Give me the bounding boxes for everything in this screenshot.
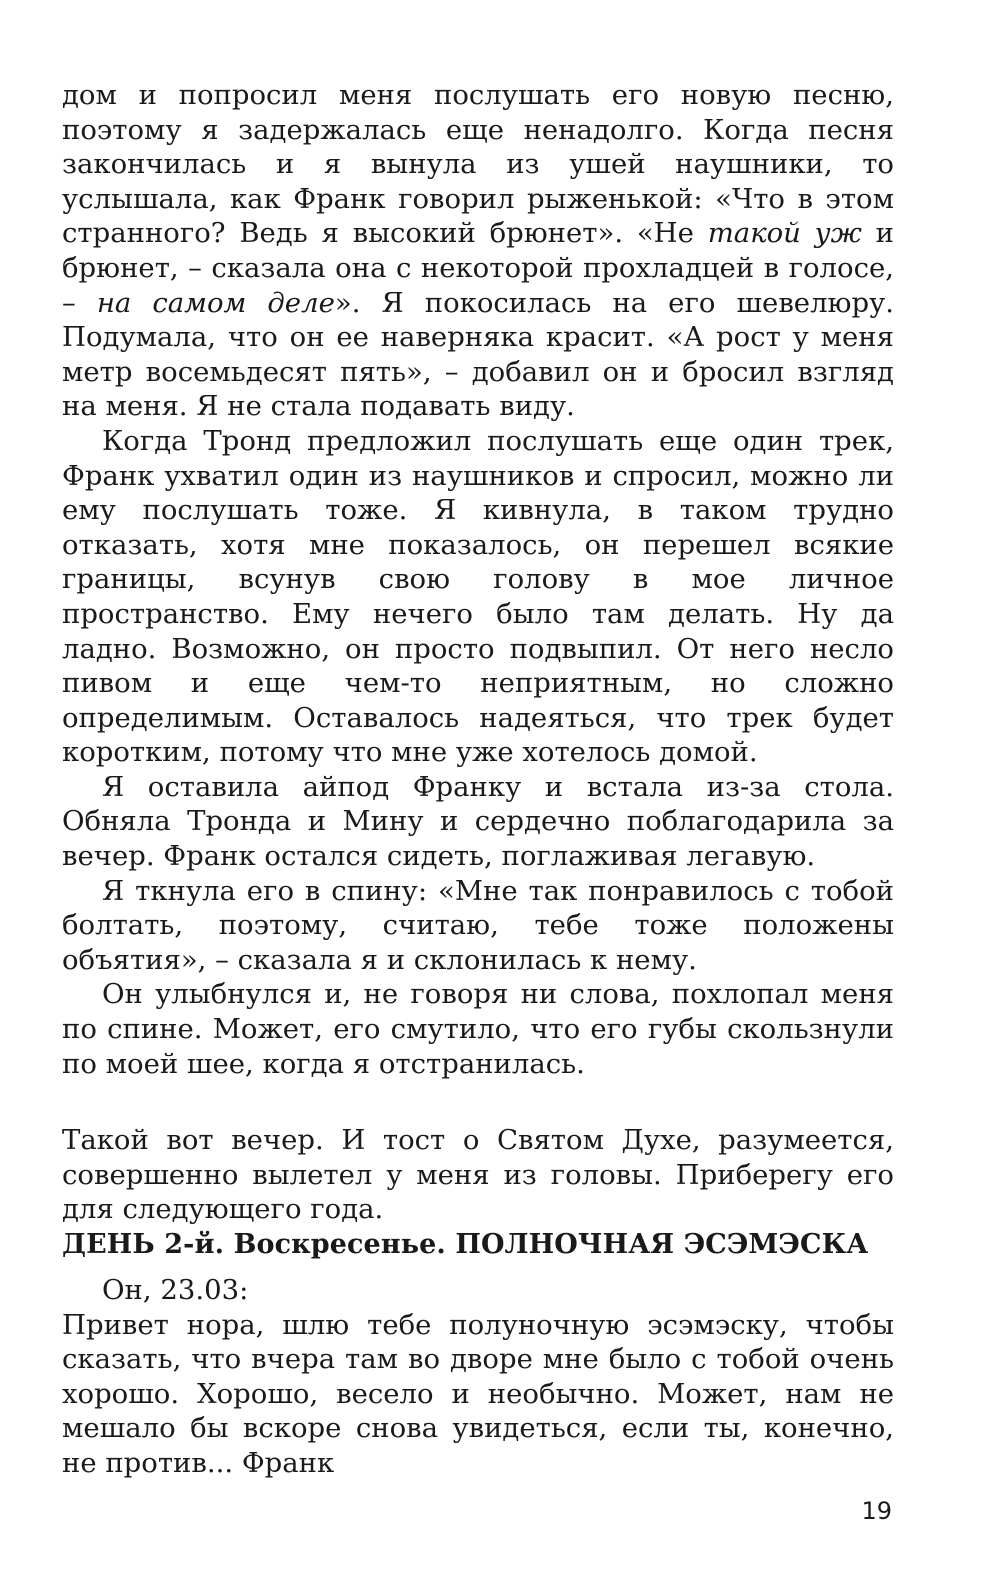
sms-message: [62, 1273, 894, 1481]
paragraph-1-text-2: и брюнет, – сказала она с некоторой прохладцей в голосе, –: [62, 217, 894, 319]
paragraph-5: Он улыбнулся и, не говоря ни слова, похлопал меня по спине. Может, его смутило, что его губы скользнули по моей шее, когда я отстранилась.: [62, 978, 894, 1080]
paragraph-6: Такой вот вечер. И тост о Святом Духе, разумеется, совершенно вылетел у меня из головы. Приберегу его для следующего года.: [62, 1124, 894, 1226]
paragraph-1-text: дом и попросил меня послушать его новую песню, поэтому я задержалась еще ненадолго. Когда песня закончилась и я вынула из ушей наушники, то услышала, как Франк говорил рыженькой: «Что в этом странного? Ведь я высокий брюнет». «Не: [62, 79, 894, 250]
paragraph-1: [62, 78, 894, 424]
sms-text: Привет нора, шлю тебе полуночную эсэмэску, чтобы сказать, что вчера там во дворе мне было с тобой очень хорошо. Хорошо, весело и необычно. Может, нам не мешало бы вскоре снова увидеться, если ты, конечно, не против... Франк: [62, 1308, 894, 1479]
sms-sender: Он, 23.03:: [102, 1274, 249, 1306]
paragraph-1-text-3: ». Я покосилась на его шевелюру. Подумала, что он ее наверняка красит. «А рост у меня метр восемьдесят пять», – добавил он и бросил взгляд на меня. Я не стала подавать виду.: [62, 286, 895, 423]
book-page: [62, 78, 894, 1481]
paragraph-3: Я оставила айпод Франку и встала из-за стола. Обняла Тронда и Мину и сердечно поблагодарила за вечер. Франк остался сидеть, поглаживая легавую.: [62, 770, 894, 873]
italic-phrase-2: на самом деле: [96, 286, 335, 319]
paragraph-4: Я ткнула его в спину: «Мне так понравилось с тобой болтать, поэтому, считаю, тебе тоже положены объятия», – сказала я и склонилась к нему.: [62, 874, 894, 976]
page-number: 19: [861, 1497, 892, 1525]
chapter-heading: ДЕНЬ 2-й. Воскресенье. ПОЛНОЧНАЯ ЭСЭМЭСКА: [62, 1229, 869, 1260]
paragraph-2: Когда Тронд предложил послушать еще один трек, Франк ухватил один из наушников и спросил, можно ли ему послушать тоже. Я кивнула, в таком трудно отказать, хотя мне показалось, он перешел всякие границы, всунув свою голову в мое личное пространство. Ему нечего было там делать. Ну да ладно. Возможно, он просто подвыпил. От него несло пивом и еще чем-то неприятным, но сложно определимым. Оставалось надеяться, что трек будет коротким, потому что мне уже хотелось домой.: [62, 424, 894, 769]
italic-phrase-1: такой уж: [707, 217, 862, 250]
